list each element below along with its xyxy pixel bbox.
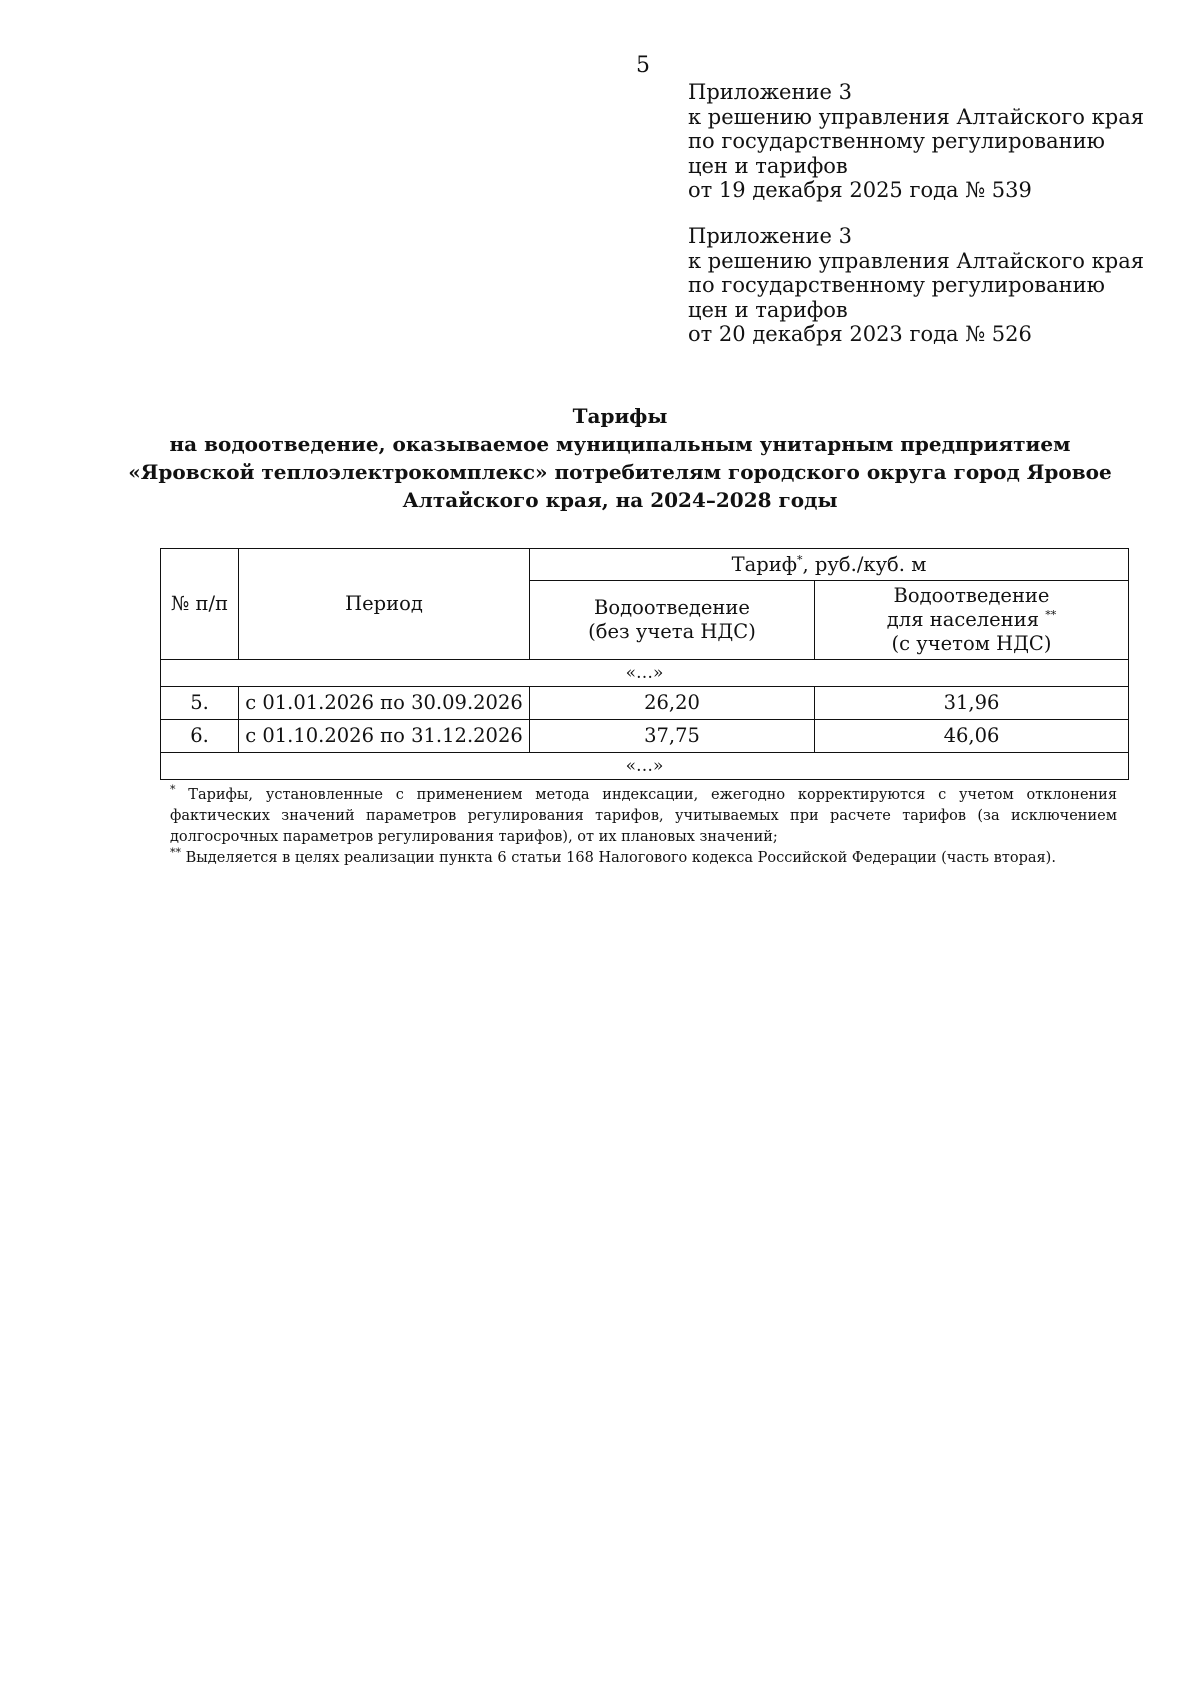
- table-ellipsis-row: [161, 660, 1129, 687]
- appendix-line: Приложение 3: [688, 224, 852, 248]
- appendix-line: Приложение 3: [688, 80, 852, 104]
- page-number: 5: [636, 53, 650, 78]
- appendix-line: от 19 декабря 2025 года № 539: [688, 178, 1032, 202]
- footnote-mark: **: [170, 846, 181, 860]
- footnote-1: [170, 785, 1117, 848]
- header-wastewater-no-vat: [530, 581, 815, 660]
- appendix-current-reference: [688, 80, 1144, 203]
- appendix-line: от 20 декабря 2023 года № 526: [688, 322, 1032, 346]
- footnote-text: Тарифы, установленные с применением метода индексации, ежегодно корректируются с учетом отклонения фактических значений параметров регулирования тарифов, учитываемых при расчете тарифов (за исключением долгосрочных параметров регулирования тарифов), от их плановых значений;: [170, 787, 1117, 845]
- ellipsis: «…»: [161, 660, 1129, 687]
- tariff-unit: , руб./куб. м: [802, 552, 927, 576]
- appendix-line: к решению управления Алтайского края: [688, 248, 1144, 273]
- footnote-mark: **: [1045, 608, 1057, 622]
- row-value-population: 46,06: [815, 720, 1129, 753]
- header-line: (без учета НДС): [588, 620, 756, 643]
- header-line: (с учетом НДС): [891, 632, 1052, 655]
- appendix-line: цен и тарифов: [688, 153, 848, 178]
- table-ellipsis-row: [161, 753, 1129, 780]
- footnote-mark: *: [170, 783, 176, 797]
- title-line: Алтайского края, на 2024–2028 годы: [402, 488, 838, 512]
- header-period: Период: [239, 549, 530, 660]
- footnote-mark: *: [797, 553, 803, 566]
- footnotes: [170, 785, 1117, 869]
- title-heading: Тарифы: [572, 404, 668, 428]
- table-header-row: [161, 549, 1129, 581]
- title-line: на водоотведение, оказываемое муниципальным унитарным предприятием: [169, 432, 1071, 456]
- header-line: Водоотведение: [594, 596, 750, 619]
- header-wastewater-population: [815, 581, 1129, 660]
- appendix-line: к решению управления Алтайского края: [688, 104, 1144, 129]
- footnote-2: [170, 848, 1117, 869]
- header-line: для населения: [886, 608, 1039, 631]
- header-tariff-group: [530, 549, 1129, 581]
- title-line: «Яровской теплоэлектрокомплекс» потребителям городского округа город Яровое: [128, 460, 1112, 484]
- table-row: [161, 687, 1129, 720]
- appendix-line: по государственному регулированию: [688, 273, 1105, 297]
- footnote-text: Выделяется в целях реализации пункта 6 статьи 168 Налогового кодекса Российской Федерации (часть вторая).: [181, 850, 1056, 866]
- appendix-line: по государственному регулированию: [688, 129, 1105, 153]
- row-number: 5.: [161, 687, 239, 720]
- row-value-population: 31,96: [815, 687, 1129, 720]
- header-number: № п/п: [161, 549, 239, 660]
- tariff-label: Тариф: [731, 552, 798, 576]
- ellipsis: «…»: [161, 753, 1129, 780]
- header-line: Водоотведение: [893, 584, 1050, 607]
- appendix-original-reference: [688, 224, 1144, 347]
- row-number: 6.: [161, 720, 239, 753]
- row-period: с 01.01.2026 по 30.09.2026: [239, 687, 530, 720]
- document-title: [120, 402, 1120, 514]
- row-value-no-vat: 37,75: [530, 720, 815, 753]
- row-value-no-vat: 26,20: [530, 687, 815, 720]
- table-row: [161, 720, 1129, 753]
- appendix-line: цен и тарифов: [688, 297, 848, 322]
- tariff-table: [160, 548, 1129, 780]
- row-period: с 01.10.2026 по 31.12.2026: [239, 720, 530, 753]
